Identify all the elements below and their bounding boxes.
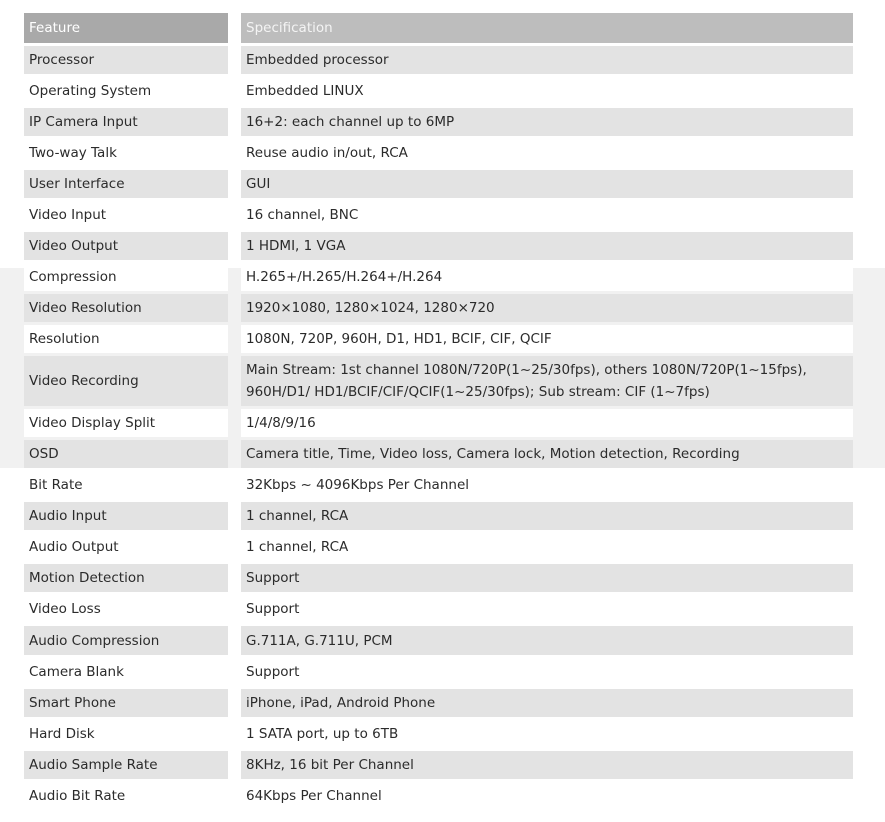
specification-cell: Reuse audio in/out, RCA — [241, 139, 853, 167]
feature-cell: Operating System — [24, 77, 228, 105]
feature-cell: Camera Blank — [24, 658, 228, 686]
feature-cell: Resolution — [24, 325, 228, 353]
table-row — [24, 751, 853, 779]
specification-cell: 1080N, 720P, 960H, D1, HD1, BCIF, CIF, QCIF — [241, 325, 853, 353]
specification-cell: Support — [241, 658, 853, 686]
specification-cell: 64Kbps Per Channel — [241, 782, 853, 810]
feature-cell: Audio Input — [24, 502, 228, 530]
specification-cell: 16+2: each channel up to 6MP — [241, 108, 853, 136]
table-row — [24, 564, 853, 592]
table-row — [24, 201, 853, 229]
specification-cell: 1 HDMI, 1 VGA — [241, 232, 853, 260]
specification-cell: 1 channel, RCA — [241, 502, 853, 530]
specification-cell: G.711A, G.711U, PCM — [241, 626, 853, 655]
table-row — [24, 658, 853, 686]
table-row — [24, 356, 853, 406]
spec-table — [24, 13, 853, 813]
table-row — [24, 77, 853, 105]
feature-cell: Video Recording — [24, 356, 228, 406]
specification-cell: Main Stream: 1st channel 1080N/720P(1~25/30fps), others 1080N/720P(1~15fps), 960H/D1/ HD1/BCIF/CIF/QCIF(1~25/30fps); Sub stream: CIF (1~7fps) — [241, 356, 853, 406]
table-body — [24, 46, 853, 810]
table-row — [24, 440, 853, 468]
feature-cell: Two-way Talk — [24, 139, 228, 167]
specification-cell: 1 SATA port, up to 6TB — [241, 720, 853, 748]
table-row — [24, 139, 853, 167]
specification-cell: 32Kbps ~ 4096Kbps Per Channel — [241, 471, 853, 499]
specification-cell: GUI — [241, 170, 853, 198]
table-row — [24, 170, 853, 198]
specification-cell: 1 channel, RCA — [241, 533, 853, 561]
specification-cell: Embedded processor — [241, 46, 853, 74]
table-row — [24, 294, 853, 322]
feature-cell: Video Display Split — [24, 409, 228, 437]
specification-cell: Support — [241, 564, 853, 592]
feature-column-header: Feature — [24, 13, 228, 43]
table-row — [24, 595, 853, 623]
feature-cell: Smart Phone — [24, 689, 228, 717]
specification-cell: Camera title, Time, Video loss, Camera lock, Motion detection, Recording — [241, 440, 853, 468]
feature-cell: IP Camera Input — [24, 108, 228, 136]
table-row — [24, 502, 853, 530]
table-row — [24, 689, 853, 717]
table-row — [24, 626, 853, 655]
table-row — [24, 409, 853, 437]
feature-cell: Compression — [24, 263, 228, 291]
table-row — [24, 108, 853, 136]
specification-cell: 1/4/8/9/16 — [241, 409, 853, 437]
feature-cell: Audio Output — [24, 533, 228, 561]
feature-cell: Bit Rate — [24, 471, 228, 499]
specification-cell: 16 channel, BNC — [241, 201, 853, 229]
specification-cell: Embedded LINUX — [241, 77, 853, 105]
feature-cell: Hard Disk — [24, 720, 228, 748]
feature-cell: Video Input — [24, 201, 228, 229]
feature-cell: OSD — [24, 440, 228, 468]
table-row — [24, 720, 853, 748]
specification-cell: 1920×1080, 1280×1024, 1280×720 — [241, 294, 853, 322]
specification-cell: 8KHz, 16 bit Per Channel — [241, 751, 853, 779]
table-row — [24, 471, 853, 499]
feature-cell: Audio Bit Rate — [24, 782, 228, 810]
table-row — [24, 782, 853, 810]
feature-cell: Video Resolution — [24, 294, 228, 322]
table-row — [24, 533, 853, 561]
specification-cell: iPhone, iPad, Android Phone — [241, 689, 853, 717]
specification-column-header: Specification — [241, 13, 853, 43]
feature-cell: Video Output — [24, 232, 228, 260]
table-header-row — [24, 13, 853, 43]
feature-cell: Motion Detection — [24, 564, 228, 592]
feature-cell: User Interface — [24, 170, 228, 198]
specification-cell: H.265+/H.265/H.264+/H.264 — [241, 263, 853, 291]
feature-cell: Processor — [24, 46, 228, 74]
feature-cell: Audio Sample Rate — [24, 751, 228, 779]
table-row — [24, 263, 853, 291]
feature-cell: Video Loss — [24, 595, 228, 623]
table-row — [24, 232, 853, 260]
table-row — [24, 46, 853, 74]
feature-cell: Audio Compression — [24, 626, 228, 655]
table-row — [24, 325, 853, 353]
specification-cell: Support — [241, 595, 853, 623]
